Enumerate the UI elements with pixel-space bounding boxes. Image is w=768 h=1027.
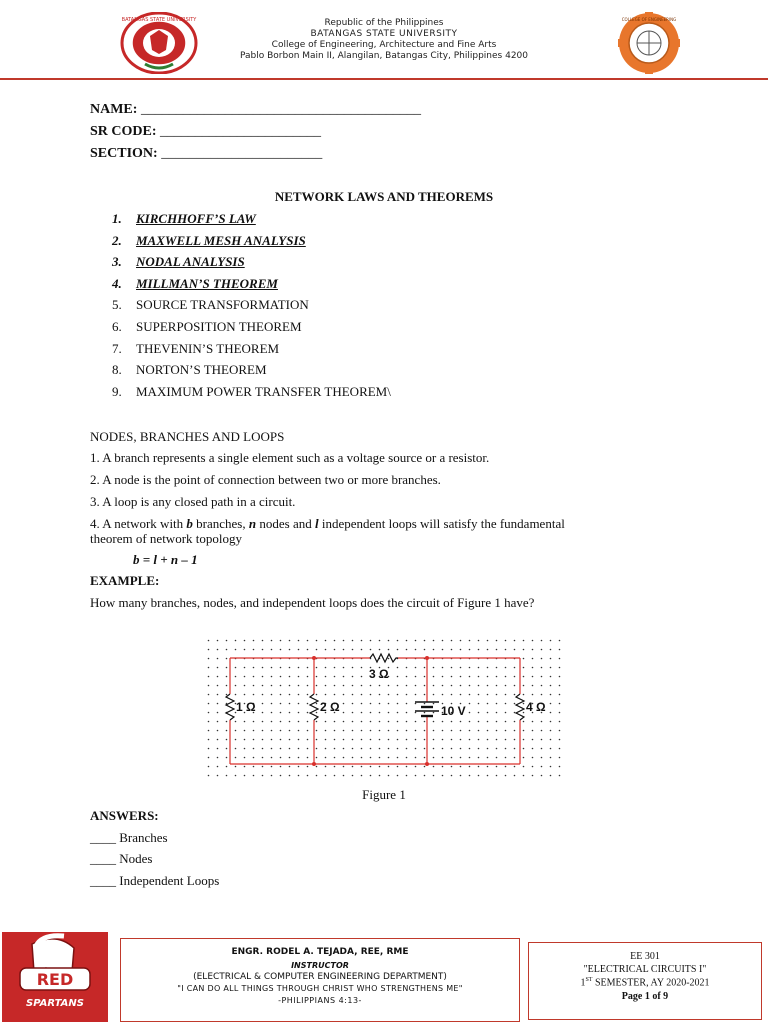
header-republic: Republic of the Philippines <box>324 18 444 28</box>
header-college: College of Engineering, Architecture and Fine Arts <box>271 40 497 50</box>
header-university: BATANGAS STATE UNIVERSITY <box>310 29 458 39</box>
answer-branches: ____ Branches <box>90 830 168 845</box>
topics-list <box>112 208 391 402</box>
course-name: "ELECTRICAL CIRCUITS I" <box>583 964 707 975</box>
statement-1: 1. A branch represents a single element such as a voltage source or a resistor. <box>90 450 490 465</box>
section-label: SECTION: <box>90 146 158 161</box>
right-logo-ring-text: COLLEGE OF ENGINEERING <box>621 17 677 22</box>
page-number: Page 1 of 9 <box>621 991 669 1002</box>
left-seal-ring-text: BATANGAS STATE UNIVERSITY <box>121 17 197 23</box>
red-spartans-badge <box>2 932 108 1022</box>
example-question: How many branches, nodes, and independent loops does the circuit of Figure 1 have? <box>90 595 535 610</box>
label-4-ohm: 4 Ω <box>526 700 546 714</box>
topic-item: 5. SOURCE TRANSFORMATION <box>112 297 309 313</box>
instructor-department: (ELECTRICAL & COMPUTER ENGINEERING DEPARTMENT) <box>193 972 447 982</box>
name-label: NAME: <box>90 102 138 117</box>
statement-4: 4. A network with b branches, n nodes and l independent loops will satisfy the fundamental <box>90 516 565 531</box>
label-10-volt: 10 V <box>441 704 466 718</box>
label-3-ohm: 3 Ω <box>369 667 389 681</box>
college-of-engineering-gear-logo <box>614 12 684 74</box>
figure-caption: Figure 1 <box>362 787 406 802</box>
label-1-ohm: 1 Ω <box>236 700 256 714</box>
answer-loops: ____ Independent Loops <box>90 873 220 888</box>
instructor-role: INSTRUCTOR <box>291 961 349 970</box>
course-box <box>528 942 762 1020</box>
figure-1-circuit <box>204 636 564 778</box>
name-blank[interactable]: ________________________________________ <box>140 102 421 117</box>
instructor-box <box>120 938 520 1022</box>
badge-spartans-text: SPARTANS <box>26 998 84 1009</box>
footer-verse: -PHILIPPIANS 4:13- <box>278 996 362 1005</box>
statement-4-line-2: theorem of network topology <box>90 531 242 546</box>
footer-quote: "I CAN DO ALL THINGS THROUGH CHRIST WHO STRENGTHENS ME" <box>177 984 463 993</box>
spartan-helmet-icon <box>2 932 108 1022</box>
grid-background <box>204 636 564 778</box>
topic-item: 3. NODAL ANALYSIS <box>112 254 245 270</box>
section-heading: NODES, BRANCHES AND LOOPS <box>90 429 285 444</box>
topic-item: 9. MAXIMUM POWER TRANSFER THEOREM\ <box>112 383 391 399</box>
section-field <box>90 146 322 162</box>
sr-code-field <box>90 124 321 140</box>
sr-code-blank[interactable]: _______________________ <box>160 124 322 139</box>
statement-2: 2. A node is the point of connection between two or more branches. <box>90 472 441 487</box>
answer-blank[interactable]: ____ <box>90 830 116 845</box>
section-blank[interactable]: _______________________ <box>161 146 323 161</box>
topic-item: 1. KIRCHHOFF’S LAW <box>112 211 256 226</box>
example-label: EXAMPLE: <box>90 573 160 588</box>
label-2-ohm: 2 Ω <box>320 700 340 714</box>
topic-item: 8. NORTON’S THEOREM <box>112 362 267 378</box>
answers-label: ANSWERS: <box>90 808 159 823</box>
instructor-name: ENGR. RODEL A. TEJADA, REE, RME <box>231 947 409 957</box>
topic-item: 6. SUPERPOSITION THEOREM <box>112 318 302 334</box>
document-title: NETWORK LAWS AND THEOREMS <box>274 189 494 204</box>
semester: 1ST SEMESTER, AY 2020-2021 <box>580 977 710 989</box>
topic-item: 7. THEVENIN’S THEOREM <box>112 340 280 356</box>
answer-blank[interactable]: ____ <box>90 873 116 888</box>
batangas-state-university-seal <box>120 12 198 74</box>
header-divider <box>0 78 768 80</box>
topology-formula: b = l + n – 1 <box>133 552 198 567</box>
answer-blank[interactable]: ____ <box>90 851 116 866</box>
answer-nodes: ____ Nodes <box>90 851 153 866</box>
header-address: Pablo Borbon Main II, Alangilan, Batangas City, Philippines 4200 <box>239 51 529 61</box>
sr-code-label: SR CODE: <box>90 124 157 139</box>
statement-3: 3. A loop is any closed path in a circuit. <box>90 494 296 509</box>
badge-red-text: RED <box>36 970 74 989</box>
course-code: EE 301 <box>630 951 660 962</box>
topic-item: 2. MAXWELL MESH ANALYSIS <box>112 232 306 248</box>
name-field <box>90 102 421 118</box>
topic-item: 4. MILLMAN’S THEOREM <box>112 275 278 291</box>
